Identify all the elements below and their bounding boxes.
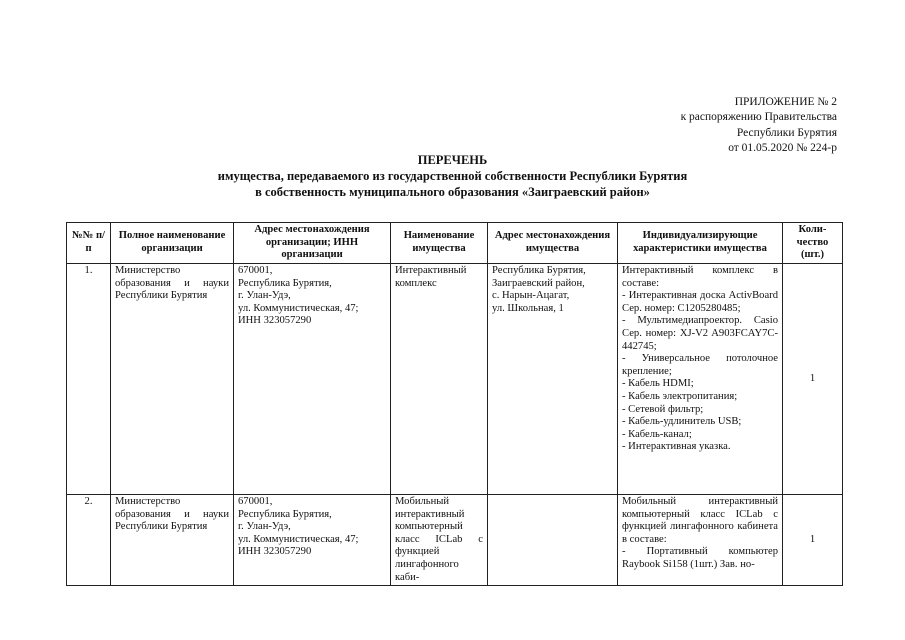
characteristic-line: - Интерактивная доска ActivBoard Сер. номер: C1205280485; [622, 290, 778, 314]
header-characteristics: Индивидуализирующие характеристики имущества [618, 223, 783, 264]
header-property-name: Наименование имущества [391, 223, 488, 264]
document-title [0, 152, 905, 200]
characteristic-line: Интерактивный комплекс в составе: [622, 265, 778, 289]
address-line: г. Улан-Удэ, [238, 290, 291, 302]
address-line: г. Улан-Удэ, [238, 521, 291, 533]
title-line-1: имущества, передаваемого из государственной собственности Республики Бурятия [217, 169, 688, 183]
header-number: №№ п/п [67, 223, 111, 264]
title-heading: ПЕРЕЧЕНЬ [417, 153, 488, 167]
address-line: Республика Бурятия, [492, 265, 586, 276]
address-line: ул. Коммунистическая, 47; [238, 302, 359, 314]
row-org-address [234, 264, 391, 495]
row-org: Министерство образования и науки Республики Бурятия [111, 495, 234, 586]
characteristic-line: - Универсальное потолочное крепление; [622, 353, 778, 377]
row-number: 2. [67, 495, 111, 586]
characteristic-line: - Кабель-канал; [622, 428, 692, 440]
annex-gov: Республики Бурятия [736, 126, 837, 139]
annex-ref: к распоряжению Правительства [680, 111, 837, 124]
table-row [67, 264, 843, 495]
characteristic-line: - Кабель-удлинитель USB; [622, 416, 742, 428]
header-org-name: Полное наименование организации [111, 223, 234, 264]
address-line: Республика Бурятия, [238, 277, 332, 289]
characteristic-line: - Сетевой фильтр; [622, 403, 704, 415]
annex-title: ПРИЛОЖЕНИЕ № 2 [734, 96, 837, 108]
row-characteristics [618, 495, 783, 586]
header-property-address: Адрес местонахождения имущества [488, 223, 618, 264]
property-table [66, 222, 843, 586]
address-line: ИНН 323057290 [238, 315, 312, 327]
header-quantity: Коли-чество (шт.) [783, 223, 843, 264]
row-org: Министерство образования и науки Республики Бурятия [111, 264, 234, 495]
annex-block [681, 95, 837, 157]
address-line: Заиграевский район, [492, 277, 585, 289]
characteristic-line: - Мультимедиапроектор. Casio Сер. номер: XJ-V2 A903FCAY7C-442745; [622, 315, 778, 352]
row-property-name: Мобильный интерактивный компьютерный класс ICLab с функцией лингафонного каби- [391, 495, 488, 586]
address-line: Республика Бурятия, [238, 508, 332, 520]
address-line: 670001, [238, 265, 273, 276]
address-line: ул. Коммунистическая, 47; [238, 533, 359, 545]
characteristic-line: - Портативный компьютер Raybook Si158 (1шт.) Зав. но- [622, 546, 778, 570]
row-quantity: 1 [783, 495, 843, 586]
address-line: ул. Школьная, 1 [492, 302, 564, 314]
header-org-address: Адрес местонахождения организации; ИНН организации [234, 223, 391, 264]
characteristic-line: - Интерактивная указка. [622, 441, 731, 453]
row-characteristics [618, 264, 783, 495]
characteristic-line: Мобильный интерактивный компьютерный класс ICLab с функцией лингафонного кабинета в составе: [622, 496, 778, 545]
annex-date: от 01.05.2020 № 224-р [728, 142, 837, 155]
row-org-address [234, 495, 391, 586]
title-line-2: в собственность муниципального образования «Заиграевский район» [255, 185, 650, 199]
row-property-address [488, 264, 618, 495]
characteristic-line: - Кабель электропитания; [622, 390, 738, 402]
address-line: ИНН 323057290 [238, 546, 312, 558]
row-quantity: 1 [783, 264, 843, 495]
row-number: 1. [67, 264, 111, 495]
characteristic-line: - Кабель HDMI; [622, 378, 694, 390]
table-header-row [67, 223, 843, 264]
address-line: 670001, [238, 496, 273, 507]
row-property-name: Интерактивный комплекс [391, 264, 488, 495]
table-row [67, 495, 843, 586]
address-line: с. Нарын-Ацагат, [492, 290, 570, 302]
row-property-address [488, 495, 618, 586]
